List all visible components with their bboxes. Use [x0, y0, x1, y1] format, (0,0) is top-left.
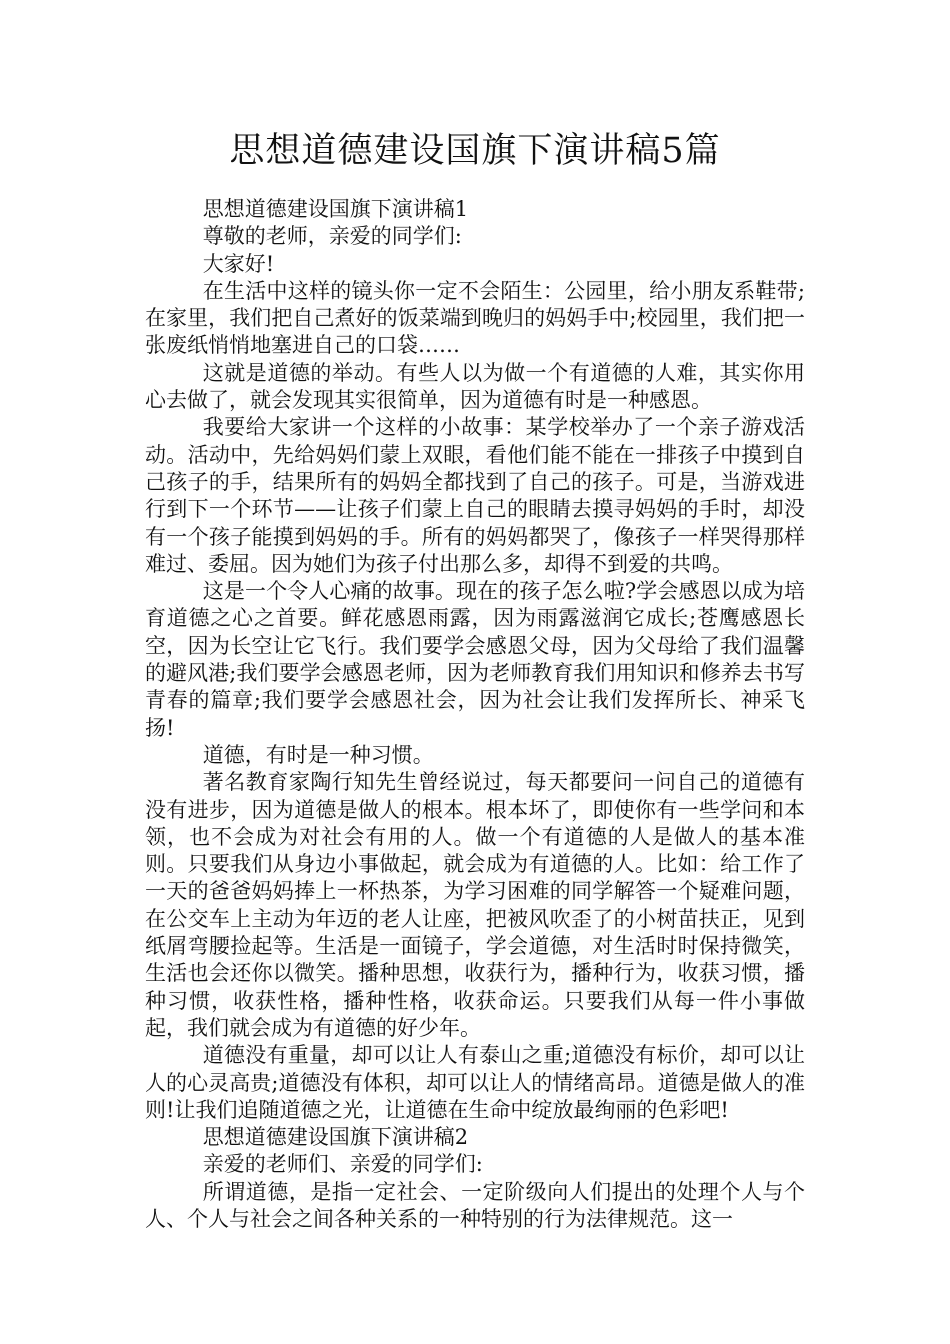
body-paragraph: 道德，有时是一种习惯。 [202, 742, 434, 767]
body-paragraph: 这是一个令人心痛的故事。现在的孩子怎么啦?学会感恩以成为培育道德之心之首要。鲜花感恩雨露，因为雨露滋润它成长;苍鹰感恩长空，因为长空让它飞行。我们要学会感恩父母，因为父母给了我们温馨的避风港;我们要学会感恩老师，因为老师教育我们用知识和修养去书写青春的篇章;我们要学会感恩社会，因为社会让我们发挥所长、神采飞扬! [145, 579, 805, 740]
speech-2-heading: 思想道德建设国旗下演讲稿2 [202, 1125, 469, 1150]
body-paragraph: 道德没有重量，却可以让人有泰山之重;道德没有标价，却可以让人的心灵高贵;道德没有体积，却可以让人的情绪高昂。道德是做人的准则!让我们追随道德之光，让道德在生命中绽放最绚丽的色彩吧! [145, 1043, 805, 1122]
document-title: 思想道德建设国旗下演讲稿5篇 [229, 131, 721, 171]
speech-1-heading: 思想道德建设国旗下演讲稿1 [202, 197, 469, 221]
document-body [145, 196, 805, 1233]
salutation: 尊敬的老师，亲爱的同学们: [202, 224, 462, 249]
salutation: 亲爱的老师们、亲爱的同学们: [202, 1152, 483, 1177]
body-paragraph: 在生活中这样的镜头你一定不会陌生：公园里，给小朋友系鞋带;在家里，我们把自己煮好的饭菜端到晚归的妈妈手中;校园里，我们把一张废纸悄悄地塞进自己的口袋…… [145, 278, 805, 358]
body-paragraph: 这就是道德的举动。有些人以为做一个有道德的人难，其实你用心去做了，就会发现其实很简单，因为道德有时是一种感恩。 [145, 360, 805, 413]
body-paragraph: 所谓道德，是指一定社会、一定阶级向人们提出的处理个人与个人、个人与社会之间各种关系的一种特别的行为法律规范。这一 [145, 1179, 805, 1231]
body-paragraph: 我要给大家讲一个这样的小故事：某学校举办了一个亲子游戏活动。活动中，先给妈妈们蒙上双眼，看他们能不能在一排孩子中摸到自己孩子的手，结果所有的妈妈全都找到了自己的孩子。可是，当游戏进行到下一个环节——让孩子们蒙上自己的眼睛去摸寻妈妈的手时，却没有一个孩子能摸到妈妈的手。所有的妈妈都哭了，像孩子一样哭得那样难过、委屈。因为她们为孩子付出那么多，却得不到爱的共鸣。 [145, 415, 805, 576]
body-paragraph: 著名教育家陶行知先生曾经说过，每天都要问一问自己的道德有没有进步，因为道德是做人的根本。根本坏了，即使你有一些学问和本领，也不会成为对社会有用的人。做一个有道德的人是做人的基本准则。只要我们从身边小事做起，就会成为有道德的人。比如：给工作了一天的爸爸妈妈捧上一杯热茶，为学习困难的同学解答一个疑难问题，在公交车上主动为年迈的老人让座，把被风吹歪了的小树苗扶正，见到纸屑弯腰捡起等。生活是一面镜子，学会道德，对生活时时保持微笑，生活也会还你以微笑。播种思想，收获行为，播种行为，收获习惯，播种习惯，收获性格，播种性格，收获命运。只要我们从每一件小事做起，我们就会成为有道德的好少年。 [145, 770, 805, 1040]
greeting: 大家好! [202, 251, 275, 276]
